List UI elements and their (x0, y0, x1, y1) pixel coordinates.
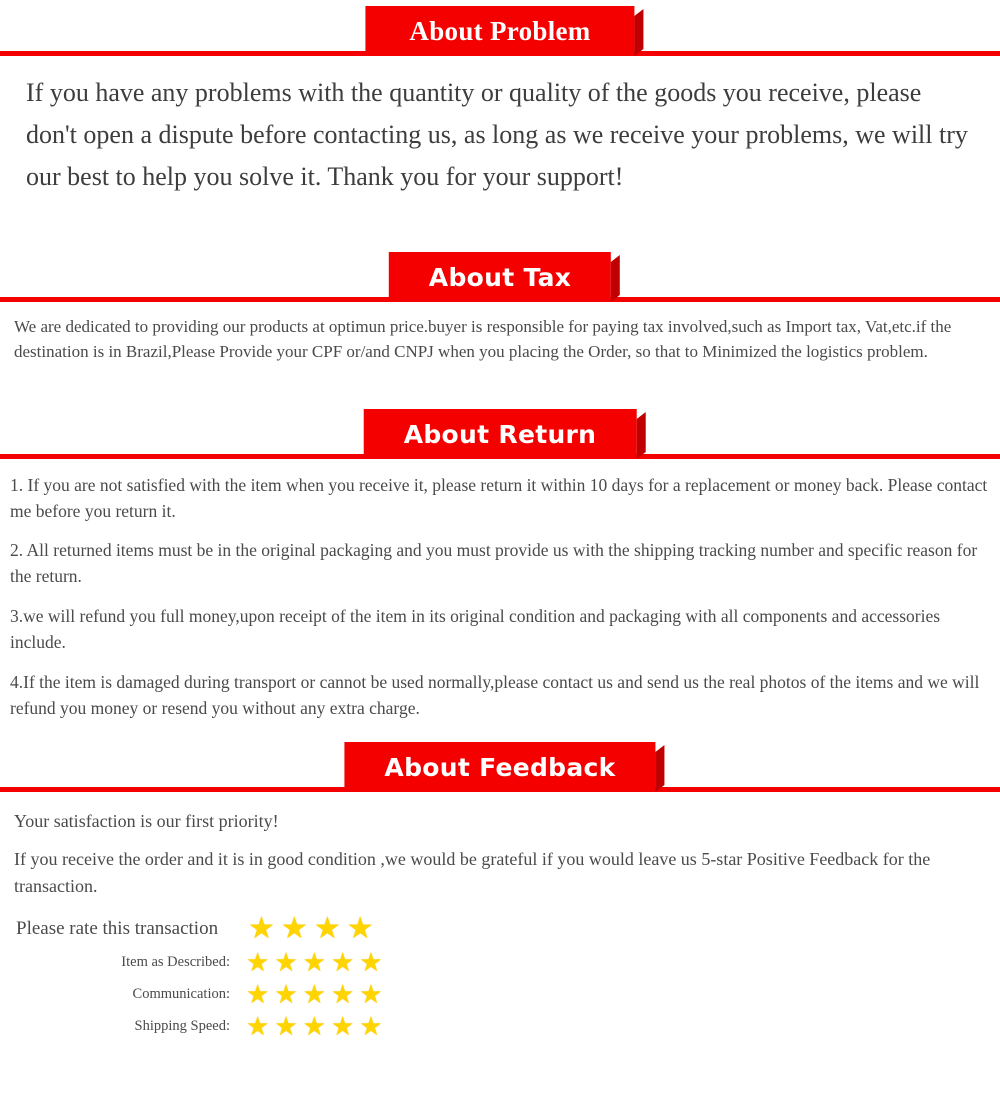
star-icon[interactable]: ★ (246, 947, 270, 977)
star-icon[interactable]: ★ (302, 1011, 326, 1041)
star-icon[interactable]: ★ (274, 979, 298, 1009)
star-icon[interactable]: ★ (274, 947, 298, 977)
rating-item-as-described-stars[interactable] (246, 947, 383, 977)
section-body-feedback (0, 792, 1000, 1040)
section-title-feedback: About Feedback (344, 742, 655, 792)
star-icon[interactable]: ★ (359, 947, 383, 977)
star-icon[interactable]: ★ (302, 979, 326, 1009)
star-icon[interactable]: ★ (359, 979, 383, 1009)
section-title-return: About Return (364, 409, 637, 459)
problem-paragraph: If you have any problems with the quantity or quality of the goods you receive, please don't open a dispute before contacting us, as long as we receive your problems, we will try our best to help you solve it. Thank you for your support! (26, 78, 968, 192)
rating-shipping-speed[interactable] (14, 1011, 986, 1041)
section-banner-feedback (0, 736, 1000, 792)
return-paragraph-3: 3.we will refund you full money,upon receipt of the item in its original condition and packaging with all components and accessories include. (10, 606, 941, 653)
star-icon[interactable]: ★ (302, 947, 326, 977)
rating-main-stars[interactable] (248, 911, 374, 945)
rating-shipping-speed-label: Shipping Speed: (134, 1018, 230, 1035)
section-body-tax (0, 302, 1000, 364)
tax-paragraph: We are dedicated to providing our products at optimun price.buyer is responsible for paying tax involved,such as Import tax, Vat,etc.if the destination is in Brazil,Please Provide your CPF or/and CNPJ when you placing the Order, so that to Minimized the logistics problem. (14, 317, 952, 362)
rating-communication-stars[interactable] (246, 979, 383, 1009)
star-icon[interactable]: ★ (330, 979, 355, 1009)
rating-main[interactable] (14, 911, 986, 945)
rating-detail-list (14, 947, 986, 1041)
star-icon[interactable]: ★ (246, 979, 270, 1009)
star-icon[interactable]: ★ (274, 1011, 298, 1041)
feedback-paragraph-1: Your satisfaction is our first priority! (14, 810, 279, 831)
star-icon[interactable]: ★ (313, 911, 341, 945)
rating-communication[interactable] (14, 979, 986, 1009)
return-paragraph-4: 4.If the item is damaged during transport or cannot be used normally,please contact us and send us the real photos of the items and we will refund you money or resend you without any extra charge. (10, 671, 980, 718)
star-icon[interactable]: ★ (359, 1011, 383, 1041)
rating-item-as-described-label: Item as Described: (121, 954, 230, 971)
star-icon[interactable]: ★ (330, 1011, 355, 1041)
section-body-return (0, 459, 1000, 722)
rating-shipping-speed-stars[interactable] (246, 1011, 383, 1041)
rating-item-as-described[interactable] (14, 947, 986, 977)
section-banner-tax (0, 246, 1000, 302)
return-paragraph-2: 2. All returned items must be in the original packaging and you must provide us with the shipping tracking number and specific reason for the return. (10, 540, 978, 587)
section-banner-return (0, 403, 1000, 459)
section-banner-problem (0, 0, 1000, 56)
section-body-problem (0, 56, 1000, 198)
feedback-paragraph-2: If you receive the order and it is in good condition ,we would be grateful if you would leave us 5-star Positive Feedback for the transaction. (14, 849, 931, 897)
star-icon[interactable]: ★ (246, 1011, 270, 1041)
rating-main-label: Please rate this transaction (16, 917, 219, 939)
section-title-problem: About Problem (365, 6, 634, 56)
star-icon[interactable]: ★ (330, 947, 355, 977)
return-paragraph-1: 1. If you are not satisfied with the item when you receive it, please return it within 10 days for a replacement or money back. Please contact me before you return it. (10, 474, 988, 521)
star-icon[interactable]: ★ (280, 911, 308, 945)
rating-communication-label: Communication: (132, 986, 230, 1003)
star-icon[interactable]: ★ (346, 911, 374, 945)
section-title-tax: About Tax (389, 252, 611, 302)
star-icon[interactable]: ★ (248, 911, 275, 945)
